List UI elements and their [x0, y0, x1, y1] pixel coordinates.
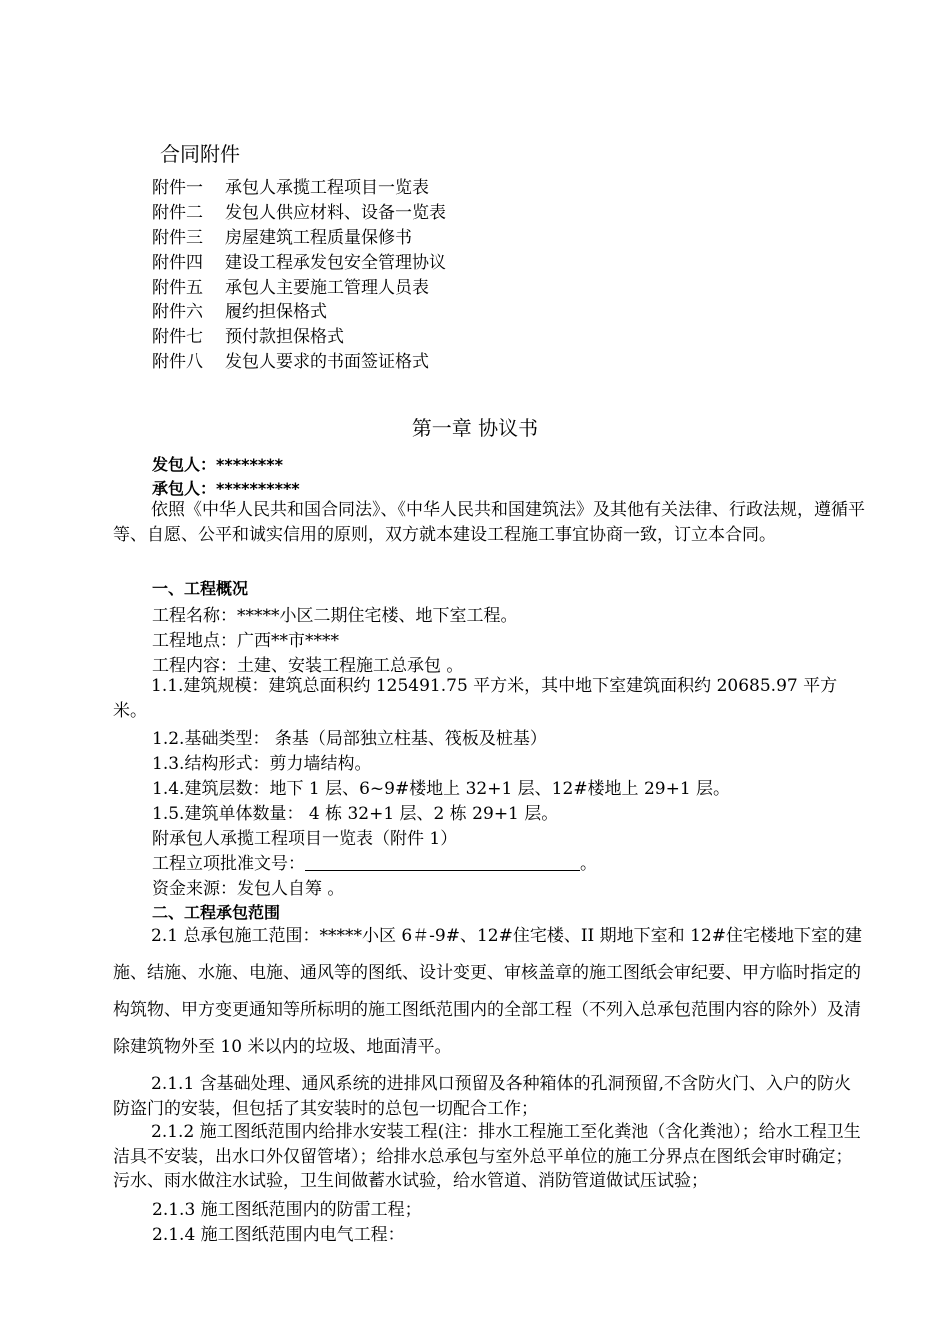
list-item [152, 276, 446, 301]
chapter-title: 第一章 协议书 [411, 416, 539, 440]
section1-heading: 一、工程概况 [152, 579, 249, 598]
attachment-name: 建设工程承发包安全管理协议 [225, 252, 446, 273]
attachment-number: 附件二 [152, 202, 203, 223]
attachment-number: 附件五 [152, 277, 203, 298]
attachment-name: 履约担保格式 [225, 302, 327, 323]
attachment-number: 附件一 [152, 178, 203, 198]
attachment-name: 房屋建筑工程质量保修书 [225, 227, 412, 248]
attachment-name: 承包人承揽工程项目一览表 [225, 178, 429, 198]
clause-2-1-4: 2.1.4 施工图纸范围内电气工程： [152, 1225, 405, 1245]
list-item [152, 350, 446, 375]
attachments-title: 合同附件 [160, 142, 240, 166]
approval-end: 。 [580, 854, 597, 874]
attachment-name: 发包人要求的书面签证格式 [225, 352, 429, 373]
attachment-number: 附件四 [152, 252, 203, 273]
section2-heading: 二、工程承包范围 [152, 903, 281, 922]
attachment-number: 附件七 [152, 327, 203, 348]
approval-blank [305, 854, 580, 871]
approval-number-line [152, 849, 597, 874]
project-name: 工程名称：*****小区二期住宅楼、地下室工程。 [152, 606, 518, 626]
clause-2-1-3: 2.1.3 施工图纸范围内的防雷工程； [152, 1200, 422, 1220]
clause-2-1: 2.1 总承包施工范围：*****小区 6＃-9#、12#住宅楼、II 期地下室和 12#住宅楼地下室的建施、结施、水施、电施、通风等的图纸、设计变更、审核盖章的施工图纸会审纪要、甲方临时指定的构筑物、甲方变更通知等所标明的施工图纸范围内的全部工程（不列入总承包范围内容的除外）及清除建筑物外至 10 米以内的垃圾、地面清平。 [113, 926, 862, 1057]
attachment-number: 附件三 [152, 227, 203, 248]
project-content: 工程内容：土建、安装工程施工总承包 。 [152, 656, 464, 676]
clause-2-1-1: 2.1.1 含基础处理、通风系统的进排风口预留及各种箱体的孔洞预留,不含防火门、入户的防火防盗门的安装，但包括了其安装时的总包一切配合工作； [113, 1074, 852, 1119]
clause-1-5: 1.5.建筑单体数量： 4 栋 32+1 层、2 栋 29+1 层。 [152, 804, 559, 824]
clause-2-1-2: 2.1.2 施工图纸范围内给排水安装工程(注：排水工程施工至化粪池（含化粪池）；给水工程卫生洁具不安装，出水口外仅留管堵）；给排水总承包与室外总平单位的施工分界点在图纸会审时确定；污水、雨水做注水试验，卫生间做蓄水试验，给水管道、消防管道做试压试验； [113, 1122, 861, 1192]
annex-reference: 附承包人承揽工程项目一览表（附件 1） [152, 829, 458, 849]
intro-paragraph: 依照《中华人民共和国合同法》、《中华人民共和国建筑法》及其他有关法律、行政法规，遵循平等、自愿、公平和诚实信用的原则，双方就本建设工程施工事宜协商一致，订立本合同。 [113, 500, 865, 545]
clause-1-1: 1.1.建筑规模：建筑总面积约 125491.75 平方米，其中地下室建筑面积约 20685.97 平方米。 [113, 676, 838, 721]
clause-1-2: 1.2.基础类型： 条基（局部独立柱基、筏板及桩基） [152, 729, 547, 749]
approval-label: 工程立项批准文号： [152, 854, 305, 874]
attachment-name: 预付款担保格式 [225, 327, 344, 348]
attachment-name: 发包人供应材料、设备一览表 [225, 202, 446, 223]
contractor-line: 承包人：********** [152, 479, 300, 498]
list-item [152, 226, 446, 251]
attachments-list [152, 176, 446, 375]
list-item [152, 201, 446, 226]
project-location: 工程地点：广西**市**** [152, 631, 339, 651]
attachment-name: 承包人主要施工管理人员表 [225, 277, 429, 298]
list-item [152, 176, 446, 201]
clause-1-4: 1.4.建筑层数：地下 1 层、6~9#楼地上 32+1 层、12#楼地上 29+1 层。 [152, 779, 731, 799]
attachment-number: 附件六 [152, 302, 203, 323]
employer-line: 发包人：******** [152, 455, 283, 474]
clause-1-3: 1.3.结构形式：剪力墙结构。 [152, 754, 372, 774]
list-item [152, 251, 446, 276]
list-item [152, 300, 446, 325]
funding-source: 资金来源：发包人自筹 。 [152, 879, 345, 899]
attachment-number: 附件八 [152, 352, 203, 373]
list-item [152, 325, 446, 350]
